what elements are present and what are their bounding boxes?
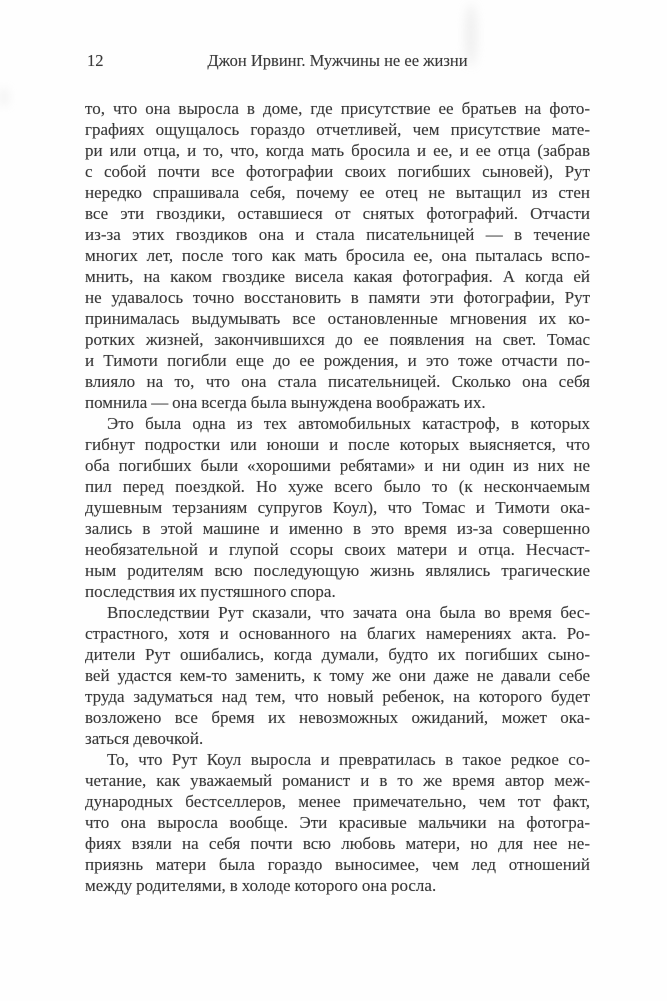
running-head xyxy=(85,51,590,71)
text-line: то, что она выросла в доме, где присутствие ее братьев на фото- xyxy=(85,99,590,118)
text-line: из-за этих гвоздиков она и стала писательницей — в течение xyxy=(85,225,590,244)
text-line: не удавалось точно восстановить в памяти эти фотографии, Рут xyxy=(85,288,590,307)
scan-artifact xyxy=(0,88,8,106)
text-line: многих лет, после того как мать бросила ее, она пыталась вспо- xyxy=(85,246,590,265)
paragraph xyxy=(85,413,590,602)
text-line: вей удастся кем-то заменить, к тому же они даже не давали себе xyxy=(85,666,590,685)
text-line: фиях взяли на себя почти всю любовь матери, но для нее не- xyxy=(85,834,590,853)
text-line: нередко спрашивала себя, почему ее отец не вытащил из стен xyxy=(85,183,590,202)
text-line: помнила — она всегда была вынуждена воображать их. xyxy=(85,393,486,412)
text-line: приязнь матери была гораздо выносимее, чем лед отношений xyxy=(85,855,590,874)
text-line: душевным терзаниям супругов Коул), что Томас и Тимоти ока- xyxy=(85,498,590,517)
text-line: пил перед поездкой. Но хуже всего было то (к нескончаемым xyxy=(85,477,590,496)
text-line: необязательной и глупой ссоры своих матери и отца. Несчаст- xyxy=(85,540,590,559)
paragraph xyxy=(85,749,590,896)
text-line: мнить, на каком гвоздике висела какая фотография. А когда ей xyxy=(85,267,590,286)
page-body xyxy=(85,98,590,896)
text-line: дународных бестселлеров, менее примечательно, чем тот факт, xyxy=(85,792,590,811)
text-line: влияло на то, что она стала писательницей. Сколько она себя xyxy=(85,372,590,391)
text-line: заться девочкой. xyxy=(85,729,204,748)
text-line: страстного, хотя и основанного на благих намерениях акта. Ро- xyxy=(85,624,590,643)
text-line: четание, как уважаемый романист и в то же время автор меж- xyxy=(85,771,590,790)
text-line: труда задуматься над тем, что новый ребенок, на которого будет xyxy=(85,687,590,706)
text-line: последствия их пустяшного спора. xyxy=(85,582,336,601)
text-line: ротких жизней, закончившихся до ее появления на свет. Томас xyxy=(85,330,590,349)
running-title: Джон Ирвинг. Мужчины не ее жизни xyxy=(207,51,468,70)
paragraph xyxy=(85,98,590,413)
text-line: и Тимоти погибли еще до ее рождения, и это тоже отчасти по- xyxy=(85,351,590,370)
text-line: Это была одна из тех автомобильных катастроф, в которых xyxy=(107,414,590,433)
text-line: оба погибших были «хорошими ребятами» и ни один из них не xyxy=(85,456,590,475)
text-line: принималась выдумывать все остановленные мгновения их ко- xyxy=(85,309,590,328)
text-line: все эти гвоздики, оставшиеся от снятых фотографий. Отчасти xyxy=(85,204,590,223)
text-line: между родителями, в холоде которого она росла. xyxy=(85,876,437,895)
text-line: зались в этой машине и именно в это время из-за совершенно xyxy=(85,519,590,538)
text-line: ри или отца, и то, что, когда мать бросила и ее, и ее отца (забрав xyxy=(85,141,590,160)
text-line: дители Рут ошибались, когда думали, будто их погибших сыно- xyxy=(85,645,590,664)
text-line: То, что Рут Коул выросла и превратилась в такое редкое со- xyxy=(107,750,590,769)
text-line: Впоследствии Рут сказали, что зачата она была во время бес- xyxy=(107,603,590,622)
text-line: гибнут подростки или юноши и после которых выясняется, что xyxy=(85,435,590,454)
paragraph xyxy=(85,602,590,749)
text-line: графиях ощущалось гораздо отчетливей, чем присутствие мате- xyxy=(85,120,590,139)
text-line: что она выросла вообще. Эти красивые мальчики на фотогра- xyxy=(85,813,590,832)
text-line: возложено все бремя их невозможных ожиданий, может ока- xyxy=(85,708,590,727)
text-line: ным родителям всю последующую жизнь являлись трагические xyxy=(85,561,590,580)
page-number: 12 xyxy=(87,51,104,70)
text-line: с собой почти все фотографии своих погибших сыновей), Рут xyxy=(85,162,590,181)
